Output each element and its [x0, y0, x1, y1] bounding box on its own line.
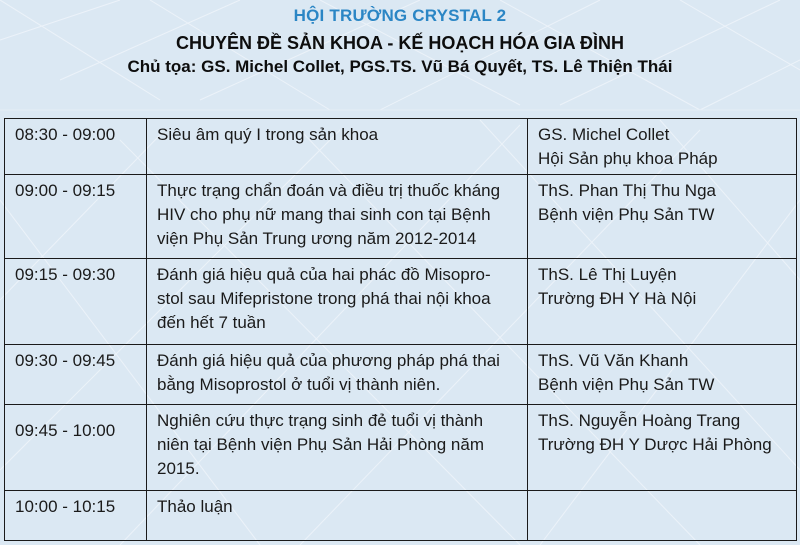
title-line: stol sau Mifepristone trong phá thai nội khoa	[157, 289, 491, 308]
title-line: 2015.	[157, 459, 200, 478]
title-line: viện Phụ Sản Trung ương năm 2012-2014	[157, 229, 477, 248]
table-row	[5, 119, 797, 175]
speaker-cell	[528, 175, 797, 259]
speaker-cell	[528, 491, 797, 541]
schedule-body	[5, 119, 797, 541]
title-line: niên tại Bệnh viện Phụ Sản Hải Phòng năm	[157, 435, 485, 454]
time-cell: 09:00 - 09:15	[5, 175, 147, 259]
title-line: Đánh giá hiệu quả của phương pháp phá thai	[157, 351, 500, 370]
session-chairs: Chủ tọa: GS. Michel Collet, PGS.TS. Vũ Bá Quyết, TS. Lê Thiện Thái	[127, 57, 673, 76]
table-row	[5, 345, 797, 405]
speaker-cell	[528, 259, 797, 345]
title-line: Đánh giá hiệu quả của hai phác đồ Misopro-	[157, 265, 491, 284]
speaker-affiliation: Bệnh viện Phụ Sản TW	[538, 375, 715, 394]
time-cell: 09:45 - 10:00	[5, 405, 147, 491]
speaker-affiliation: Bệnh viện Phụ Sản TW	[538, 205, 715, 224]
time-cell: 10:00 - 10:15	[5, 491, 147, 541]
session-topic: CHUYÊN ĐỀ SẢN KHOA - KẾ HOẠCH HÓA GIA ĐÌNH	[175, 33, 624, 53]
schedule-table	[4, 118, 797, 541]
table-row	[5, 405, 797, 491]
title-line: bằng Misoprostol ở tuổi vị thành niên.	[157, 375, 441, 394]
speaker-name: ThS. Nguyễn Hoàng Trang	[538, 411, 741, 430]
title-line: Thực trạng chẩn đoán và điều trị thuốc kháng	[157, 181, 501, 200]
table-row	[5, 175, 797, 259]
table-row	[5, 259, 797, 345]
title-cell	[147, 175, 528, 259]
hall-title: HỘI TRƯỜNG CRYSTAL 2	[293, 6, 507, 25]
speaker-name: GS. Michel Collet	[538, 125, 670, 144]
time-cell: 08:30 - 09:00	[5, 119, 147, 175]
speaker-cell	[528, 405, 797, 491]
title-line: Siêu âm quý I trong sản khoa	[157, 125, 379, 144]
session-header	[0, 0, 800, 79]
speaker-name: ThS. Lê Thị Luyện	[538, 265, 677, 284]
title-cell	[147, 405, 528, 491]
time-cell: 09:30 - 09:45	[5, 345, 147, 405]
title-cell	[147, 345, 528, 405]
speaker-cell	[528, 345, 797, 405]
speaker-affiliation: Trường ĐH Y Dược Hải Phòng	[538, 435, 772, 454]
speaker-affiliation: Trường ĐH Y Hà Nội	[538, 289, 697, 308]
title-cell	[147, 259, 528, 345]
title-line: Thảo luận	[157, 497, 233, 516]
speaker-affiliation: Hội Sản phụ khoa Pháp	[538, 149, 718, 168]
table-row	[5, 491, 797, 541]
title-line: Nghiên cứu thực trạng sinh đẻ tuổi vị thành	[157, 411, 484, 430]
title-cell	[147, 119, 528, 175]
title-cell	[147, 491, 528, 541]
title-line: HIV cho phụ nữ mang thai sinh con tại Bệnh	[157, 205, 491, 224]
time-cell: 09:15 - 09:30	[5, 259, 147, 345]
speaker-cell	[528, 119, 797, 175]
speaker-name: ThS. Phan Thị Thu Nga	[538, 181, 716, 200]
speaker-name: ThS. Vũ Văn Khanh	[538, 351, 689, 370]
title-line: đến hết 7 tuần	[157, 313, 266, 332]
